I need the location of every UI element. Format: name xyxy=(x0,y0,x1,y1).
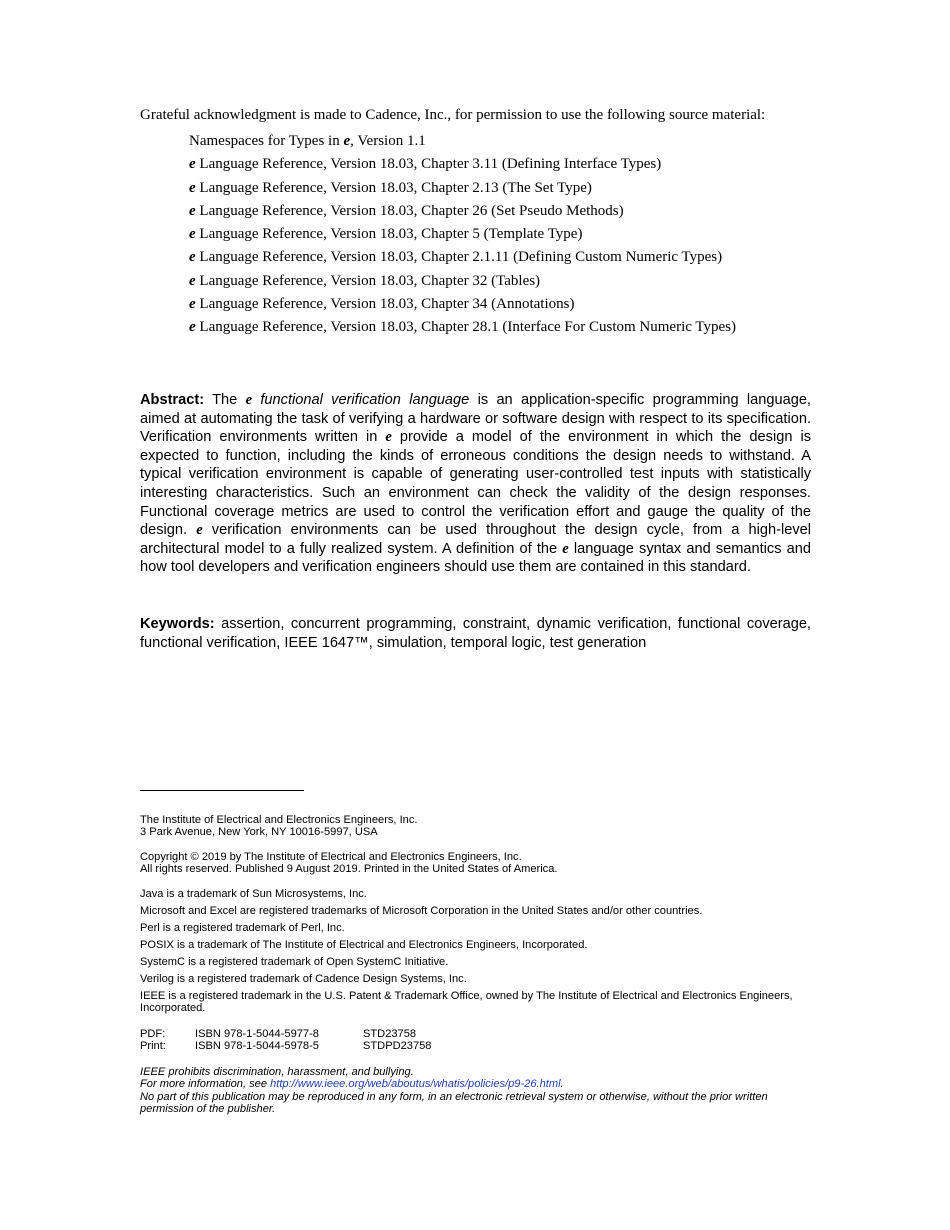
abstract-paragraph xyxy=(140,391,811,577)
item-text: Language Reference, Version 18.03, Chapter 3.11 (Defining Interface Types) xyxy=(195,156,662,173)
acknowledgment-item xyxy=(189,177,736,200)
keywords-label: Keywords: xyxy=(140,616,215,632)
isbn-row xyxy=(140,1040,431,1052)
acknowledgment-item xyxy=(189,246,736,269)
e-language-mark: e xyxy=(189,226,196,243)
e-language-mark: e xyxy=(189,272,196,289)
policy-text: For more information, see xyxy=(140,1078,271,1091)
policy-text: . xyxy=(560,1078,564,1091)
abstract-italic-phrase: functional verification language xyxy=(252,392,470,408)
e-language-mark: e xyxy=(189,179,196,196)
abstract-text: provide a model of the environment in which the design is expected to function, including the kinds of erroneous conditions the design needs to withstand. A typical verification environment is capable of generating user-controlled test inputs with statistically interesting characteristics. Such an environment can check the validity of the design responses. Functional coverage metrics are used to control the verification effort and gauge the quality of the design. xyxy=(140,429,811,539)
isbn-number: ISBN 978-1-5044-5977-8 xyxy=(195,1028,319,1040)
publisher-name: The Institute of Electrical and Electronics Engineers, Inc. xyxy=(140,814,418,826)
acknowledgment-intro: Grateful acknowledgment is made to Cadence, Inc., for permission to use the following source material: xyxy=(140,107,766,123)
reproduction-notice: No part of this publication may be reproduced in any form, in an electronic retrieval system or otherwise, without the prior written permission of the publisher. xyxy=(140,1090,768,1115)
std-number: STDPD23758 xyxy=(363,1040,432,1053)
legal-notice xyxy=(140,1066,816,1115)
item-text: Namespaces for Types in xyxy=(189,133,344,149)
keywords-text: assertion, concurrent programming, constraint, dynamic verification, functional coverage, functional verification, IEEE 1647™, simulation, temporal logic, test generation xyxy=(140,616,811,651)
trademark-notice: Perl is a registered trademark of Perl, Inc. xyxy=(140,921,345,934)
abstract-label: Abstract: xyxy=(140,392,205,408)
rights-line: All rights reserved. Published 9 August 2019. Printed in the United States of America. xyxy=(140,863,558,876)
e-language-mark: e xyxy=(562,540,569,557)
abstract-text: is an application-specific programming language, aimed at automating the task of verifying a hardware or software design with respect to its specification. Verification environments written in xyxy=(140,392,811,446)
trademark-notice: Verilog is a registered trademark of Cadence Design Systems, Inc. xyxy=(140,972,467,985)
e-language-mark: e xyxy=(343,133,351,149)
format-label: Print: xyxy=(140,1040,166,1053)
trademark-notice: SystemC is a registered trademark of Open SystemC Initiative. xyxy=(140,955,449,968)
acknowledgment-item xyxy=(189,316,736,339)
trademark-list xyxy=(140,888,812,1019)
trademark-notice: POSIX is a trademark of The Institute of Electrical and Electronics Engineers, Incorporated. xyxy=(140,938,588,951)
acknowledgment-item xyxy=(189,293,736,316)
isbn-number: ISBN 978-1-5044-5978-5 xyxy=(195,1040,319,1053)
item-text: Language Reference, Version 18.03, Chapter 2.13 (The Set Type) xyxy=(195,179,592,196)
e-language-mark: e xyxy=(196,522,203,539)
trademark-notice: IEEE is a registered trademark in the U.S. Patent & Trademark Office, owned by The Institute of Electrical and Electronics Engineers, Incorporated. xyxy=(140,989,793,1015)
item-text: Language Reference, Version 18.03, Chapter 32 (Tables) xyxy=(195,272,541,289)
acknowledgment-item xyxy=(189,270,736,293)
abstract-text: verification environments can be used throughout the design cycle, from a high-level architectural model to a fully realized system. A definition of the xyxy=(140,522,811,557)
e-language-mark: e xyxy=(189,202,196,219)
acknowledgment-list xyxy=(189,130,736,340)
publisher-address xyxy=(140,814,417,839)
format-label: PDF: xyxy=(140,1028,166,1040)
acknowledgment-item xyxy=(189,223,736,246)
acknowledgment-item xyxy=(189,153,736,176)
street-address: 3 Park Avenue, New York, NY 10016-5997, USA xyxy=(140,826,378,839)
abstract-text: language syntax and semantics and how tool developers and verification engineers should use them are contained in this standard. xyxy=(140,540,811,576)
e-language-mark: e xyxy=(189,296,196,313)
e-language-mark: e xyxy=(189,319,196,336)
e-language-mark: e xyxy=(189,249,196,266)
e-language-mark: e xyxy=(245,392,253,408)
item-text: Language Reference, Version 18.03, Chapter 34 (Annotations) xyxy=(195,296,575,313)
isbn-row xyxy=(140,1028,431,1040)
abstract-text: The xyxy=(204,392,246,408)
copyright-block xyxy=(140,851,557,876)
item-text: Language Reference, Version 18.03, Chapter 2.1.11 (Defining Custom Numeric Types) xyxy=(195,249,723,266)
copyright-line: Copyright © 2019 by The Institute of Electrical and Electronics Engineers, Inc. xyxy=(140,851,522,863)
item-text: Language Reference, Version 18.03, Chapter 5 (Template Type) xyxy=(195,226,583,243)
trademark-notice: Microsoft and Excel are registered trademarks of Microsoft Corporation in the United States and/or other countries. xyxy=(140,904,703,917)
keywords-paragraph xyxy=(140,615,811,652)
acknowledgment-item xyxy=(189,200,736,223)
isbn-table xyxy=(140,1028,431,1053)
trademark-notice: Java is a trademark of Sun Microsystems, Inc. xyxy=(140,888,367,900)
policy-link-line xyxy=(140,1078,816,1090)
item-text: Language Reference, Version 18.03, Chapter 26 (Set Pseudo Methods) xyxy=(195,202,624,219)
acknowledgment-item xyxy=(189,130,736,153)
item-text: , Version 1.1 xyxy=(350,133,426,149)
policy-line: IEEE prohibits discrimination, harassment, and bullying. xyxy=(140,1066,414,1078)
e-language-mark: e xyxy=(385,429,392,446)
std-number: STD23758 xyxy=(363,1028,417,1040)
item-text: Language Reference, Version 18.03, Chapter 28.1 (Interface For Custom Numeric Types) xyxy=(195,319,736,336)
policy-link[interactable]: http://www.ieee.org/web/aboutus/whatis/policies/p9-26.html xyxy=(270,1078,561,1091)
e-language-mark: e xyxy=(189,156,196,173)
footnote-divider xyxy=(140,790,304,791)
